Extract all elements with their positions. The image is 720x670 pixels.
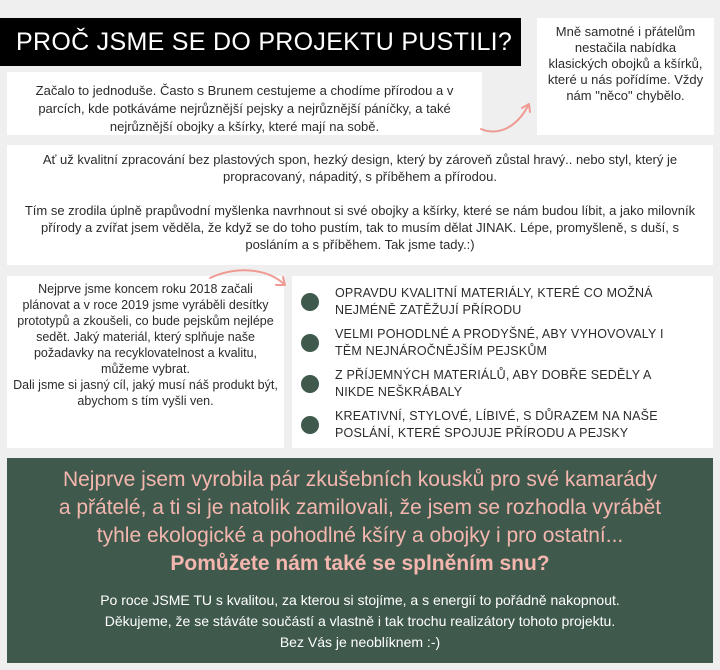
side-note-box [537,18,714,135]
list-item [292,363,713,404]
goal-text: Z PŘÍJEMNÝCH MATERIÁLŮ, ABY DOBŘE SEDĚLY A NIKDE NEŠKRÁBALY [335,367,652,399]
banner-highlight: Pomůžete nám také se splněním snu? [170,552,550,575]
intro-text: Začalo to jednoduše. Často s Brunem cestujeme a chodíme přírodou a v parcích, kde potkáváme nejrůznější pejsky a nejrůznější páníčky, a také nejrůznější obojky a kšírky, které mají na sobě. [35,83,454,134]
goal-text: KREATIVNÍ, STYLOVÉ, LÍBIVÉ, S DŮRAZEM NA NAŠE POSLÁNÍ, KTERÉ SPOJUJE PŘÍRODU A PEJSKY [335,408,658,440]
bullet-dot-icon [301,334,319,352]
history-box [7,276,284,448]
banner-thanks: Po roce JSME TU s kvalitou, za kterou si stojíme, a s energií to pořádně nakopnout. Děkujeme, že se stáváte součástí a vlastně i tak trochu realizátory tohoto projektu. Bez Vás je neoblíknem :-) [100,592,620,650]
list-item [292,281,713,322]
goal-text: OPRAVDU KVALITNÍ MATERIÁLY, KTERÉ CO MOŽNÁ NEJMÉNĚ ZATĚŽUJÍ PŘÍRODU [335,285,653,317]
history-paragraph-2: Dali jsme si jasný cíl, jaký musí náš produkt být, abychom s tím vyšli ven. [13,378,278,408]
curved-arrow-icon [206,266,292,296]
list-item [292,322,713,363]
quality-box [7,145,713,265]
quality-paragraph-2: Tím se zrodila úplně prapůvodní myšlenka navrhnout si své obojky a kšírky, které se nám budou líbit, a jako milovník přírody a zvířat jsem věděla, že když se do toho pustím, tak to musím dělat JINAK. Lépe, promyšleně, s duší, s posláním a s příběhem. Tak jsme tady.:) [24,203,696,252]
bullet-dot-icon [301,375,319,393]
curved-arrow-icon [478,96,536,136]
page-title: PROČ JSME SE DO PROJEKTU PUSTILI? [0,18,521,66]
quality-paragraph-1: Ať už kvalitní zpracování bez plastových spon, hezký design, který by zároveň zůstal hravý.. nebo styl, který je propracovaný, nápaditý, s příběhem a přírodou. [42,152,678,184]
side-note-text: Mně samotné i přátelům nestačila nabídka klasických obojků a kšírků, které u nás pořídíme. Vždy nám "něco" chybělo. [547,24,704,103]
goal-text: VELMI POHODLNÉ A PRODYŠNÉ, ABY VYHOVOVALY I TĚM NEJNÁROČNĚJŠÍM PEJSKŮM [335,326,664,358]
bullet-dot-icon [301,293,319,311]
bullet-dot-icon [301,416,319,434]
closing-banner [7,458,713,663]
intro-box [7,72,482,135]
banner-story: Nejprve jsem vyrobila pár zkušebních kousků pro své kamarády a přátelé, a ti si je natolik zamilovali, že jsem se rozhodla vyrábět tyhle ekologické a pohodlné kšíry a obojky i pro ostatní... Pomůžete nám také se splněním snu? [7,466,713,578]
goals-list [292,276,713,448]
list-item [292,404,713,445]
history-paragraph-1: Nejprve jsme koncem roku 2018 začali plánovat a v roce 2019 jsme vyráběli desítky prototypů a zkoušeli, co bude pejskům nejlépe sedět. Jaký materiál, který splňuje naše požadavky na recyklovatelnost a kvalitu, můžeme vybrat. [17,282,274,376]
